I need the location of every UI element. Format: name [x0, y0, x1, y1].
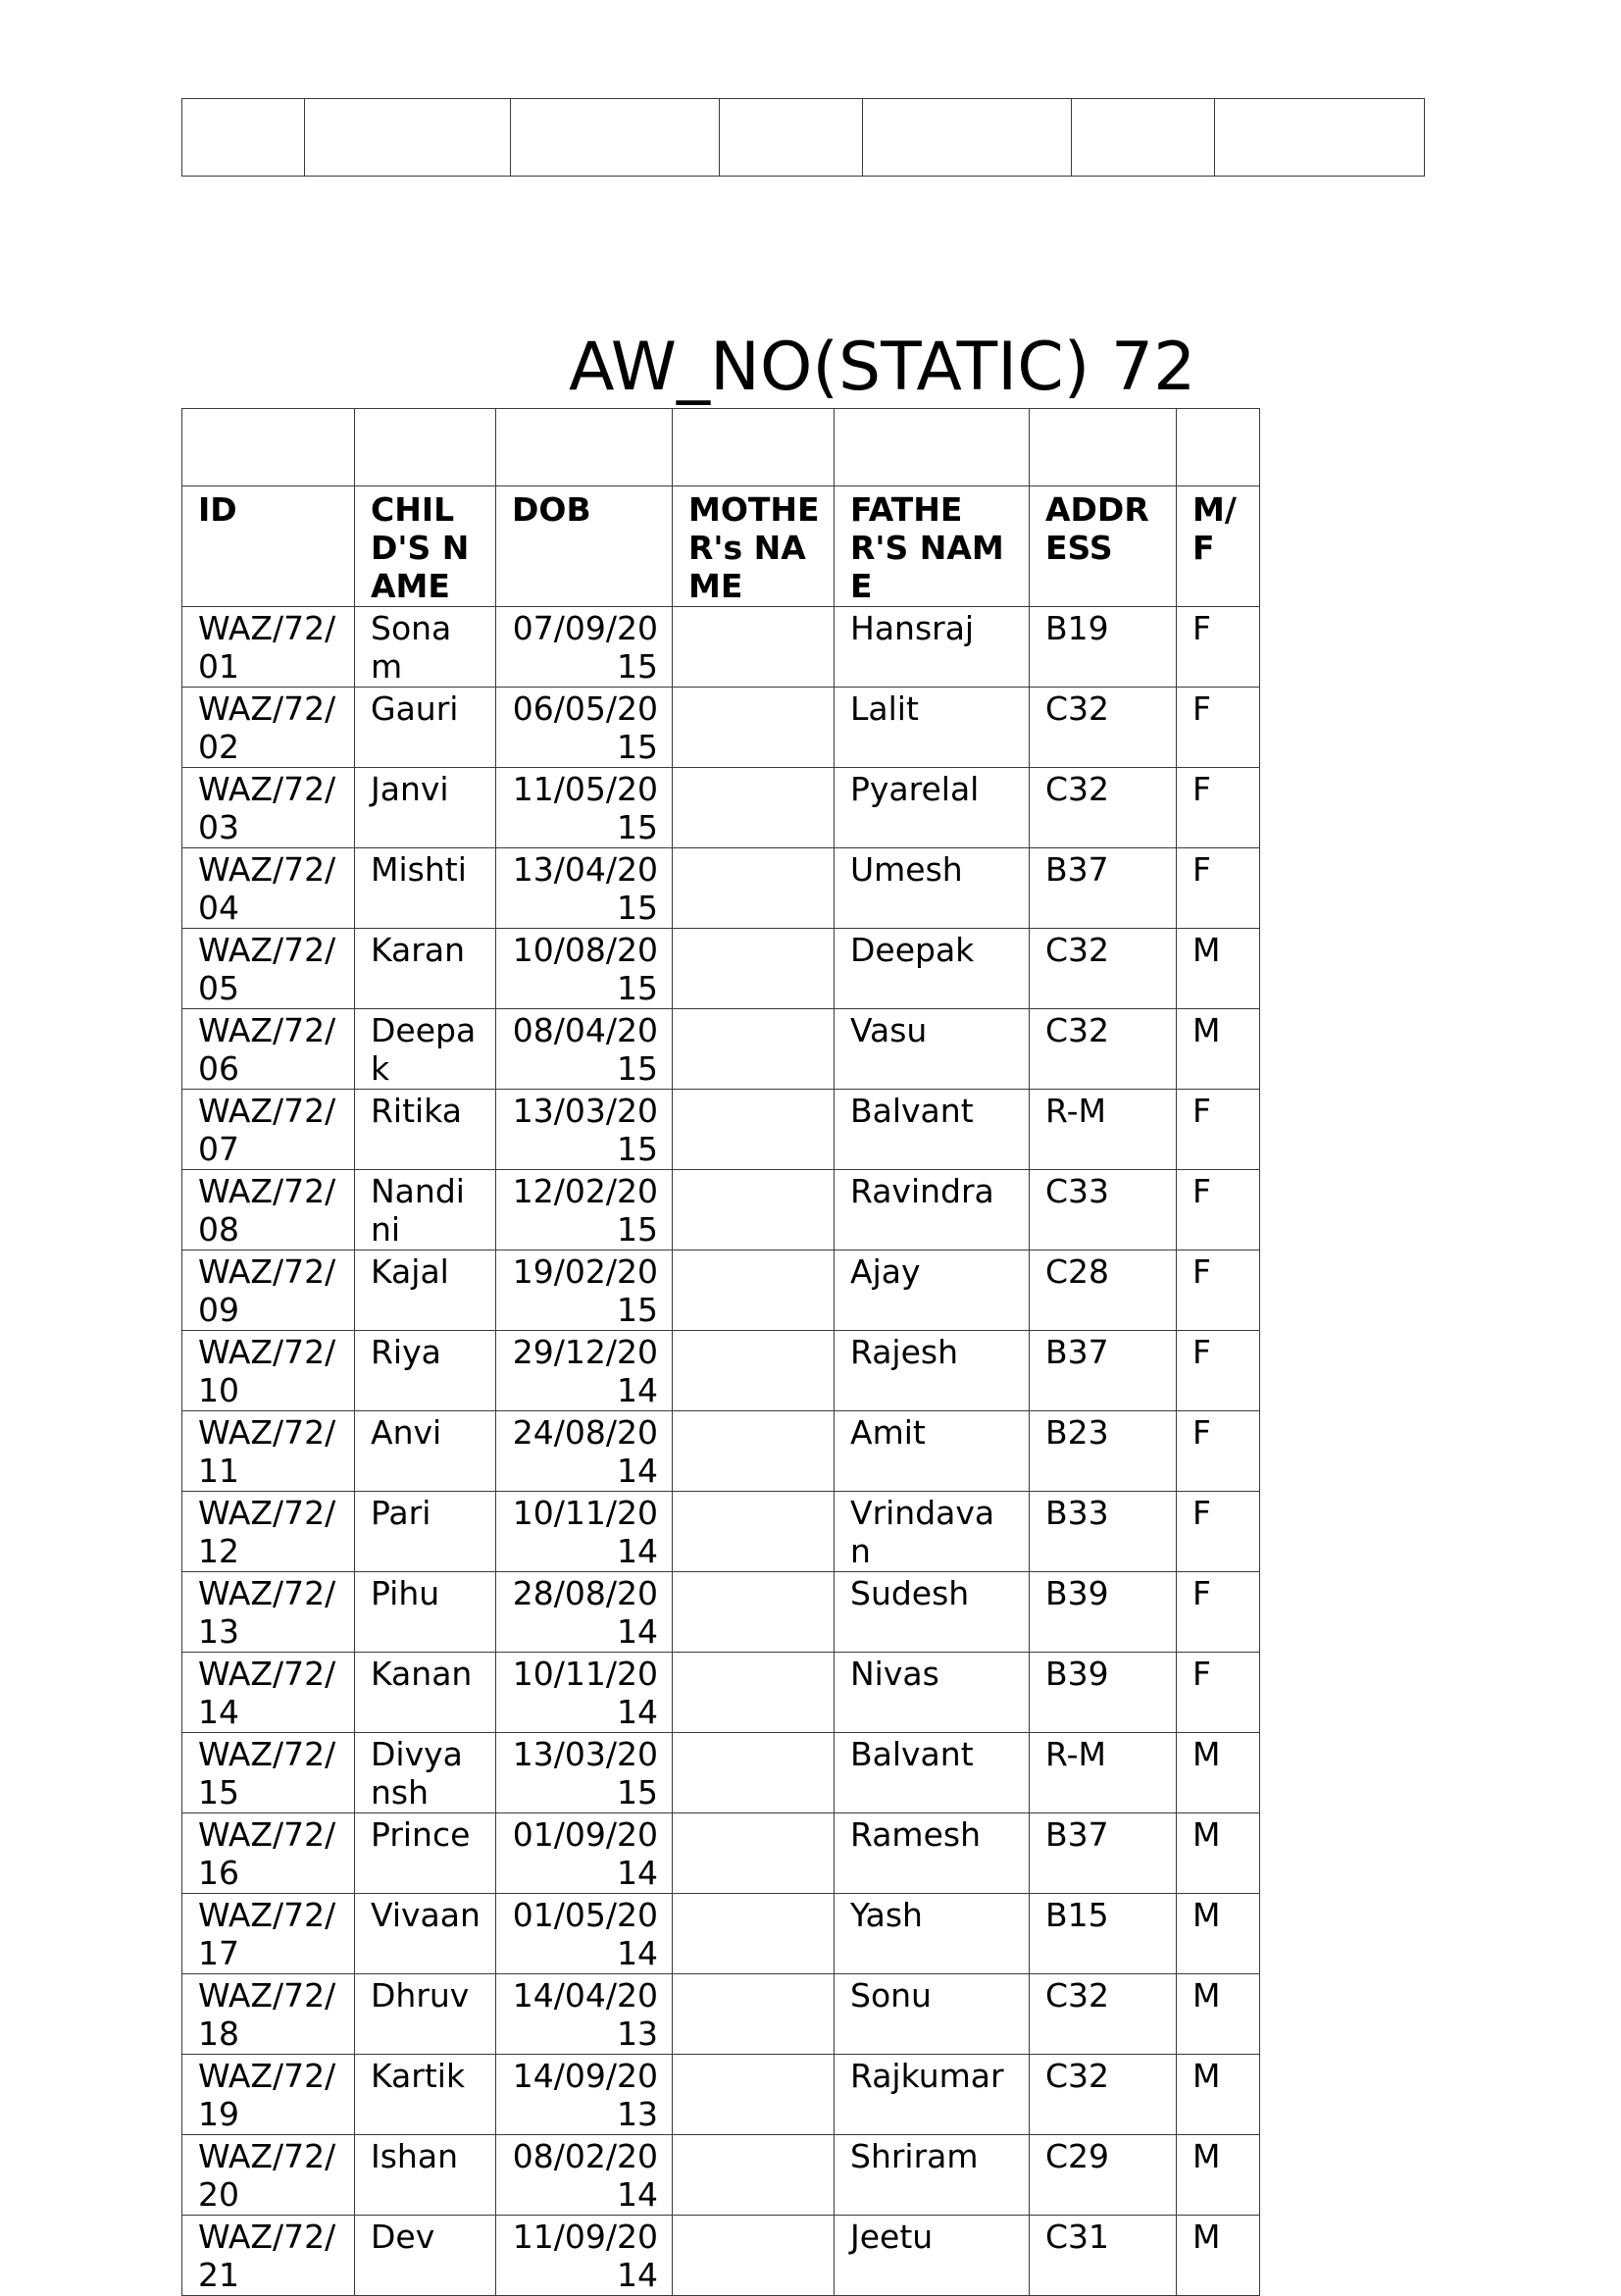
cell-mother-name: [673, 1733, 835, 1813]
cell-address: C32: [1030, 2055, 1177, 2135]
cell-father-name: Sudesh: [835, 1572, 1030, 1653]
cell-father-name: Deepak: [835, 929, 1030, 1009]
cell-address: B39: [1030, 1572, 1177, 1653]
column-header-address: ADDRESS: [1030, 486, 1177, 607]
empty-cell: [355, 409, 496, 486]
cell-address: R-M: [1030, 1090, 1177, 1170]
cell-child-name: Sonam: [355, 607, 496, 688]
table-row: [182, 1090, 1260, 1170]
cell-mother-name: [673, 607, 835, 688]
cell-gender: M: [1177, 2135, 1260, 2216]
cell-father-name: Balvant: [835, 1090, 1030, 1170]
cell-dob: 29/12/2014: [496, 1331, 673, 1411]
cell-father-name: Umesh: [835, 848, 1030, 929]
cell-gender: M: [1177, 1733, 1260, 1813]
cell-id: WAZ/72/03: [182, 768, 355, 848]
cell-mother-name: [673, 1009, 835, 1090]
table-row: [182, 848, 1260, 929]
cell-dob: 12/02/2015: [496, 1170, 673, 1250]
cell-address: R-M: [1030, 1733, 1177, 1813]
empty-cell: [1072, 99, 1215, 177]
cell-dob: 14/09/2013: [496, 2055, 673, 2135]
cell-id: WAZ/72/08: [182, 1170, 355, 1250]
cell-address: B39: [1030, 1653, 1177, 1733]
cell-child-name: Prince: [355, 1813, 496, 1894]
cell-dob: 08/04/2015: [496, 1009, 673, 1090]
column-header-mother-name: MOTHER's NAME: [673, 486, 835, 607]
cell-address: B15: [1030, 1894, 1177, 1974]
cell-gender: M: [1177, 1813, 1260, 1894]
cell-id: WAZ/72/15: [182, 1733, 355, 1813]
cell-child-name: Ritika: [355, 1090, 496, 1170]
cell-id: WAZ/72/11: [182, 1411, 355, 1492]
column-header-row: [182, 486, 1260, 607]
top-empty-row: [182, 99, 1425, 177]
table-row: [182, 768, 1260, 848]
cell-address: B33: [1030, 1492, 1177, 1572]
cell-mother-name: [673, 1411, 835, 1492]
table-row: [182, 2135, 1260, 2216]
cell-father-name: Amit: [835, 1411, 1030, 1492]
cell-child-name: Nandini: [355, 1170, 496, 1250]
children-register-table: [181, 408, 1260, 2296]
cell-child-name: Ishan: [355, 2135, 496, 2216]
table-row: [182, 607, 1260, 688]
table-row: [182, 2216, 1260, 2296]
cell-mother-name: [673, 929, 835, 1009]
cell-gender: M: [1177, 1009, 1260, 1090]
cell-mother-name: [673, 1813, 835, 1894]
cell-father-name: Vrindavan: [835, 1492, 1030, 1572]
cell-mother-name: [673, 768, 835, 848]
cell-child-name: Janvi: [355, 768, 496, 848]
cell-child-name: Kajal: [355, 1250, 496, 1331]
cell-child-name: Kanan: [355, 1653, 496, 1733]
cell-dob: 13/04/2015: [496, 848, 673, 929]
table-row: [182, 1813, 1260, 1894]
cell-id: WAZ/72/19: [182, 2055, 355, 2135]
cell-address: C28: [1030, 1250, 1177, 1331]
cell-gender: F: [1177, 1411, 1260, 1492]
cell-father-name: Pyarelal: [835, 768, 1030, 848]
empty-cell: [1215, 99, 1425, 177]
cell-dob: 28/08/2014: [496, 1572, 673, 1653]
cell-id: WAZ/72/17: [182, 1894, 355, 1974]
table-row: [182, 688, 1260, 768]
cell-dob: 13/03/2015: [496, 1733, 673, 1813]
empty-cell: [496, 409, 673, 486]
cell-mother-name: [673, 848, 835, 929]
cell-mother-name: [673, 2216, 835, 2296]
empty-cell: [863, 99, 1072, 177]
cell-id: WAZ/72/07: [182, 1090, 355, 1170]
cell-mother-name: [673, 2055, 835, 2135]
cell-father-name: Ramesh: [835, 1813, 1030, 1894]
cell-id: WAZ/72/21: [182, 2216, 355, 2296]
cell-gender: F: [1177, 1492, 1260, 1572]
page-title: AW_NO(STATIC) 72: [569, 329, 1196, 406]
cell-child-name: Vivaan: [355, 1894, 496, 1974]
table-row: [182, 1572, 1260, 1653]
cell-gender: F: [1177, 768, 1260, 848]
cell-address: C32: [1030, 929, 1177, 1009]
cell-father-name: Balvant: [835, 1733, 1030, 1813]
empty-cell: [835, 409, 1030, 486]
empty-cell: [511, 99, 720, 177]
cell-gender: F: [1177, 1572, 1260, 1653]
cell-gender: M: [1177, 1974, 1260, 2055]
cell-gender: F: [1177, 1331, 1260, 1411]
empty-cell: [305, 99, 511, 177]
cell-address: C33: [1030, 1170, 1177, 1250]
cell-mother-name: [673, 1894, 835, 1974]
column-header-child-name: CHILD'S NAME: [355, 486, 496, 607]
column-header-gender: M/F: [1177, 486, 1260, 607]
cell-mother-name: [673, 688, 835, 768]
cell-dob: 10/08/2015: [496, 929, 673, 1009]
cell-id: WAZ/72/14: [182, 1653, 355, 1733]
empty-cell: [182, 409, 355, 486]
cell-gender: F: [1177, 1170, 1260, 1250]
cell-address: C29: [1030, 2135, 1177, 2216]
cell-id: WAZ/72/12: [182, 1492, 355, 1572]
empty-cell: [1177, 409, 1260, 486]
cell-address: C32: [1030, 768, 1177, 848]
cell-id: WAZ/72/04: [182, 848, 355, 929]
cell-dob: 13/03/2015: [496, 1090, 673, 1170]
table-row: [182, 2055, 1260, 2135]
cell-father-name: Nivas: [835, 1653, 1030, 1733]
cell-child-name: Dev: [355, 2216, 496, 2296]
cell-child-name: Pari: [355, 1492, 496, 1572]
cell-gender: F: [1177, 607, 1260, 688]
cell-dob: 14/04/2013: [496, 1974, 673, 2055]
column-header-id: ID: [182, 486, 355, 607]
cell-dob: 08/02/2014: [496, 2135, 673, 2216]
cell-child-name: Dhruv: [355, 1974, 496, 2055]
cell-dob: 07/09/2015: [496, 607, 673, 688]
cell-child-name: Deepak: [355, 1009, 496, 1090]
cell-father-name: Yash: [835, 1894, 1030, 1974]
cell-dob: 01/09/2014: [496, 1813, 673, 1894]
cell-address: C32: [1030, 688, 1177, 768]
cell-id: WAZ/72/13: [182, 1572, 355, 1653]
cell-mother-name: [673, 1572, 835, 1653]
cell-father-name: Sonu: [835, 1974, 1030, 2055]
empty-cell: [720, 99, 863, 177]
table-body: [182, 607, 1260, 2296]
empty-cell: [1030, 409, 1177, 486]
cell-dob: 24/08/2014: [496, 1411, 673, 1492]
table-row: [182, 1894, 1260, 1974]
table-row: [182, 1170, 1260, 1250]
cell-address: C32: [1030, 1974, 1177, 2055]
cell-id: WAZ/72/05: [182, 929, 355, 1009]
cell-gender: F: [1177, 848, 1260, 929]
cell-child-name: Karan: [355, 929, 496, 1009]
cell-mother-name: [673, 1974, 835, 2055]
empty-cell: [673, 409, 835, 486]
cell-gender: M: [1177, 2216, 1260, 2296]
table-row: [182, 1250, 1260, 1331]
cell-id: WAZ/72/16: [182, 1813, 355, 1894]
cell-id: WAZ/72/18: [182, 1974, 355, 2055]
column-header-father-name: FATHER'S NAME: [835, 486, 1030, 607]
table-row: [182, 1331, 1260, 1411]
top-empty-table: [181, 98, 1425, 177]
cell-dob: 01/05/2014: [496, 1894, 673, 1974]
cell-gender: F: [1177, 1090, 1260, 1170]
cell-child-name: Kartik: [355, 2055, 496, 2135]
cell-id: WAZ/72/06: [182, 1009, 355, 1090]
cell-address: C31: [1030, 2216, 1177, 2296]
cell-father-name: Hansraj: [835, 607, 1030, 688]
table-row: [182, 1492, 1260, 1572]
cell-dob: 10/11/2014: [496, 1653, 673, 1733]
column-header-dob: DOB: [496, 486, 673, 607]
cell-child-name: Gauri: [355, 688, 496, 768]
table-row: [182, 1009, 1260, 1090]
table-row: [182, 1733, 1260, 1813]
cell-gender: M: [1177, 1894, 1260, 1974]
cell-mother-name: [673, 1170, 835, 1250]
cell-address: B19: [1030, 607, 1177, 688]
table-row: [182, 1411, 1260, 1492]
cell-mother-name: [673, 1492, 835, 1572]
cell-id: WAZ/72/10: [182, 1331, 355, 1411]
table-row: [182, 929, 1260, 1009]
cell-gender: M: [1177, 929, 1260, 1009]
cell-id: WAZ/72/02: [182, 688, 355, 768]
empty-header-row: [182, 409, 1260, 486]
cell-child-name: Anvi: [355, 1411, 496, 1492]
cell-gender: F: [1177, 1250, 1260, 1331]
cell-child-name: Pihu: [355, 1572, 496, 1653]
cell-id: WAZ/72/01: [182, 607, 355, 688]
cell-mother-name: [673, 1653, 835, 1733]
cell-child-name: Divyansh: [355, 1733, 496, 1813]
cell-child-name: Riya: [355, 1331, 496, 1411]
cell-mother-name: [673, 1250, 835, 1331]
cell-dob: 06/05/2015: [496, 688, 673, 768]
cell-address: B37: [1030, 1813, 1177, 1894]
cell-gender: F: [1177, 688, 1260, 768]
cell-mother-name: [673, 1090, 835, 1170]
cell-dob: 11/09/2014: [496, 2216, 673, 2296]
cell-father-name: Rajesh: [835, 1331, 1030, 1411]
cell-address: B37: [1030, 848, 1177, 929]
cell-dob: 10/11/2014: [496, 1492, 673, 1572]
cell-id: WAZ/72/09: [182, 1250, 355, 1331]
cell-dob: 11/05/2015: [496, 768, 673, 848]
cell-mother-name: [673, 2135, 835, 2216]
cell-father-name: Shriram: [835, 2135, 1030, 2216]
table-row: [182, 1974, 1260, 2055]
cell-father-name: Vasu: [835, 1009, 1030, 1090]
cell-dob: 19/02/2015: [496, 1250, 673, 1331]
cell-address: B37: [1030, 1331, 1177, 1411]
cell-father-name: Rajkumar: [835, 2055, 1030, 2135]
empty-cell: [182, 99, 305, 177]
cell-father-name: Ravindra: [835, 1170, 1030, 1250]
cell-gender: M: [1177, 2055, 1260, 2135]
cell-father-name: Jeetu: [835, 2216, 1030, 2296]
cell-address: B23: [1030, 1411, 1177, 1492]
cell-id: WAZ/72/20: [182, 2135, 355, 2216]
cell-mother-name: [673, 1331, 835, 1411]
cell-father-name: Ajay: [835, 1250, 1030, 1331]
table-row: [182, 1653, 1260, 1733]
cell-father-name: Lalit: [835, 688, 1030, 768]
cell-gender: F: [1177, 1653, 1260, 1733]
cell-child-name: Mishti: [355, 848, 496, 929]
cell-address: C32: [1030, 1009, 1177, 1090]
